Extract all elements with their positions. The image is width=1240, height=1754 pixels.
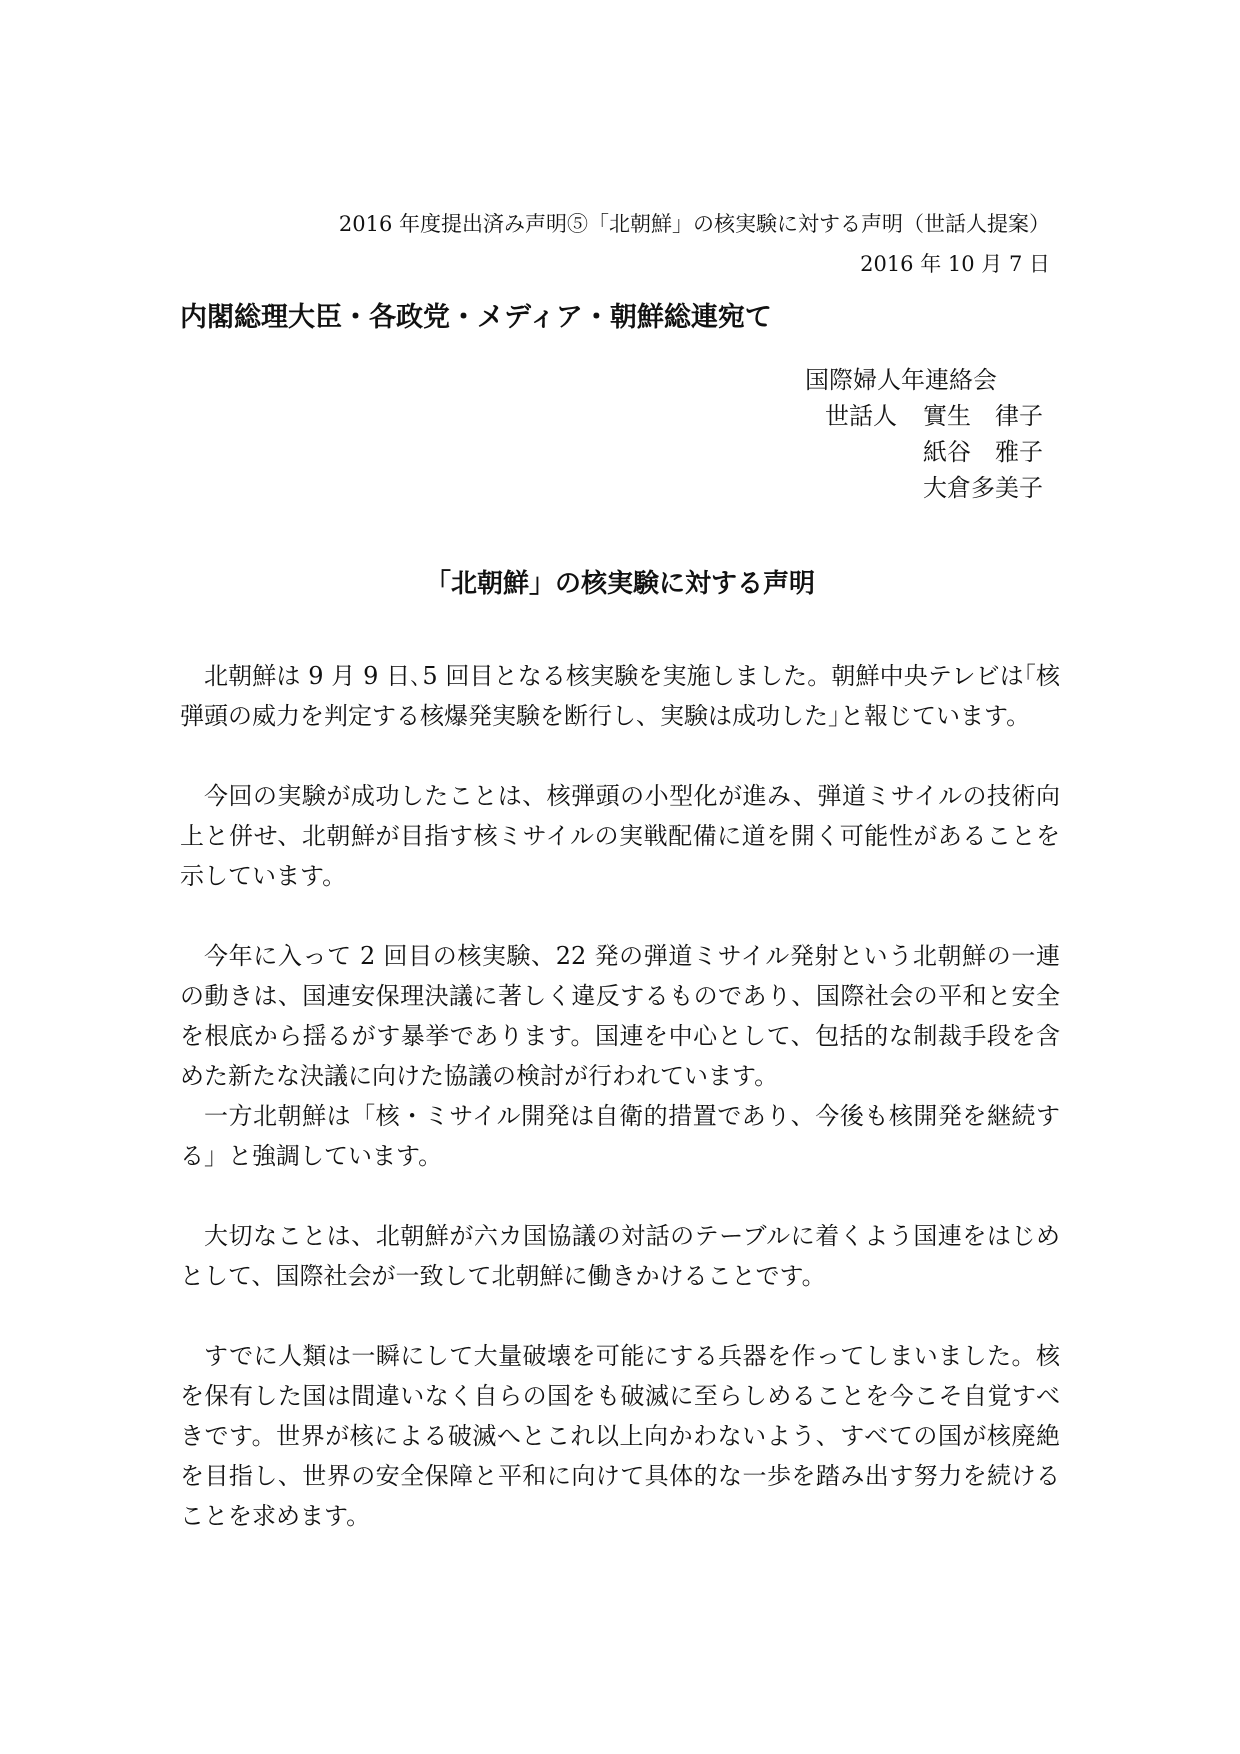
- statement-body: [180, 656, 1060, 1536]
- body-paragraph: 北朝鮮は 9 月 9 日､5 回目となる核実験を実施しました。朝鮮中央テレビは｢核弾頭の威力を判定する核爆発実験を断行し、実験は成功した｣と報じています。: [180, 662, 1060, 730]
- sender-name: 紙谷 雅子: [923, 438, 1043, 466]
- sender-role: 世話人: [825, 402, 897, 430]
- body-paragraph: すでに人類は一瞬にして大量破壊を可能にする兵器を作ってしまいました。核を保有した国は間違いなく自らの国をも破滅に至らしめることを今こそ自覚すべきです。世界が核による破滅へとこれ以上向かわないよう、すべての国が核廃絶を目指し、世界の安全保障と平和に向けて具体的な一歩を踏み出す努力を続けることを求めます。: [180, 1342, 1060, 1530]
- addressee-line: 内閣総理大臣・各政党・メディア・朝鮮総連宛て: [180, 302, 772, 333]
- document-title: 「北朝鮮」の核実験に対する声明: [424, 569, 815, 599]
- header-statement-title: 2016 年度提出済み声明⑤「北朝鮮」の核実験に対する声明（世話人提案）: [338, 212, 1050, 236]
- sender-name: 大倉多美子: [923, 474, 1043, 502]
- body-paragraph: 今年に入って 2 回目の核実験、22 発の弾道ミサイル発射という北朝鮮の一連の動きは、国連安保理決議に著しく違反するものであり、国際社会の平和と安全を根底から揺るがす暴挙であります。国連を中心として、包括的な制裁手段を含めた新たな決議に向けた協議の検討が行われています。: [180, 942, 1060, 1090]
- body-paragraph: 一方北朝鮮は「核・ミサイル開発は自衛的措置であり、今後も核開発を継続する」と強調しています。: [180, 1102, 1060, 1170]
- sender-organization: 国際婦人年連絡会: [805, 366, 997, 394]
- header-date: 2016 年 10 月 7 日: [860, 252, 1050, 276]
- body-paragraph: 大切なことは、北朝鮮が六カ国協議の対話のテーブルに着くよう国連をはじめとして、国際社会が一致して北朝鮮に働きかけることです。: [180, 1222, 1060, 1290]
- sender-name: 實生 律子: [923, 402, 1043, 430]
- body-paragraph: 今回の実験が成功したことは、核弾頭の小型化が進み、弾道ミサイルの技術向上と併せ、北朝鮮が目指す核ミサイルの実戦配備に道を開く可能性があることを示しています。: [180, 782, 1060, 890]
